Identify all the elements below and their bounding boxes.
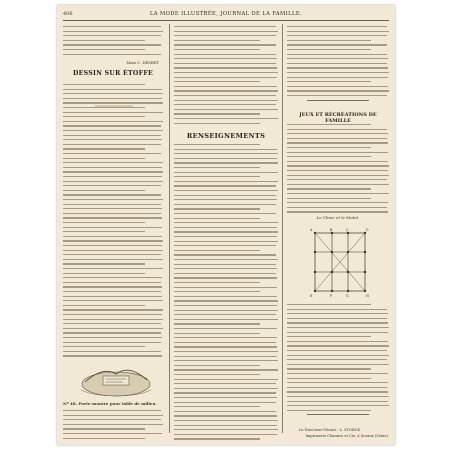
body-text-line xyxy=(63,112,163,113)
body-text-line xyxy=(63,323,161,324)
body-text-line xyxy=(174,109,278,110)
diagram-label: B xyxy=(330,228,333,232)
body-text-line xyxy=(174,365,260,366)
body-text-line xyxy=(63,410,161,411)
body-text-line xyxy=(174,241,278,242)
body-text-line xyxy=(63,217,162,218)
body-text-line xyxy=(174,374,260,375)
body-text-line xyxy=(287,382,388,383)
body-text-line xyxy=(174,323,260,324)
body-text-line xyxy=(63,428,145,429)
body-text-line xyxy=(174,35,276,36)
body-text-line xyxy=(174,104,276,105)
body-text-line xyxy=(287,378,371,379)
body-text-line xyxy=(174,222,278,223)
body-text-line xyxy=(174,379,278,380)
body-text-line xyxy=(174,236,277,237)
body-text-line xyxy=(174,67,277,68)
body-text-line xyxy=(174,291,260,292)
body-text-line xyxy=(63,263,145,264)
body-text-line xyxy=(63,135,161,136)
body-text-line xyxy=(174,231,278,232)
body-text-line xyxy=(63,355,162,356)
body-text-line xyxy=(63,26,161,27)
body-text-line xyxy=(63,254,161,255)
body-text-line xyxy=(63,282,161,283)
body-text-line xyxy=(174,406,260,407)
body-text-line xyxy=(174,328,277,329)
body-text-line xyxy=(287,35,387,36)
body-text-line xyxy=(63,116,145,117)
body-text-line xyxy=(287,26,387,27)
body-text-line xyxy=(63,415,163,416)
body-text-line xyxy=(287,391,388,392)
body-text-line xyxy=(63,273,145,274)
body-text-line xyxy=(174,204,276,205)
body-text-line xyxy=(287,396,389,397)
body-text-line xyxy=(174,268,277,269)
body-text-line xyxy=(174,425,277,426)
body-text-line xyxy=(287,67,388,68)
body-text-line xyxy=(287,40,371,41)
body-text-line xyxy=(63,144,161,145)
diagram-label: H xyxy=(366,294,369,298)
body-text-line xyxy=(63,240,163,241)
newspaper-page xyxy=(57,5,395,445)
body-text-line xyxy=(63,309,163,310)
body-text-line xyxy=(174,310,278,311)
body-text-line xyxy=(174,72,278,73)
body-text-line xyxy=(63,171,163,172)
body-text-line xyxy=(63,158,145,159)
body-text-line xyxy=(174,333,260,334)
body-text-line xyxy=(174,227,277,228)
body-text-line xyxy=(174,314,276,315)
body-text-line xyxy=(287,72,389,73)
diagram-label: C xyxy=(346,228,349,232)
body-text-line xyxy=(174,337,277,338)
body-text-line xyxy=(63,89,162,90)
body-text-line xyxy=(287,179,387,180)
body-text-line xyxy=(174,392,276,393)
column-right xyxy=(287,24,389,435)
body-text-line xyxy=(174,300,278,301)
body-text-line xyxy=(287,86,388,87)
body-text-line xyxy=(174,172,278,173)
body-text-line xyxy=(63,98,162,99)
body-text-line xyxy=(63,125,161,126)
body-text-line xyxy=(174,273,276,274)
body-text-line xyxy=(287,207,387,208)
body-text-line xyxy=(174,113,260,114)
diagram-label: D xyxy=(366,228,369,232)
body-text-line xyxy=(174,305,277,306)
body-text-line xyxy=(287,336,371,337)
body-text-line xyxy=(287,133,388,134)
body-text-line xyxy=(287,322,388,323)
body-text-line xyxy=(174,277,277,278)
body-text-line xyxy=(287,364,389,365)
body-text-line xyxy=(287,373,388,374)
body-text-line xyxy=(174,31,278,32)
body-text-line xyxy=(287,368,371,369)
body-text-line xyxy=(287,345,389,346)
body-text-line xyxy=(174,181,278,182)
body-text-line xyxy=(174,245,276,246)
body-text-line xyxy=(287,63,387,64)
body-text-line xyxy=(287,341,388,342)
body-text-line xyxy=(174,254,276,255)
body-text-line xyxy=(63,296,162,297)
body-text-line xyxy=(174,415,277,416)
body-text-line xyxy=(63,185,161,186)
body-text-line xyxy=(174,287,277,288)
body-text-line xyxy=(174,208,260,209)
body-text-line xyxy=(63,305,145,306)
header-rule xyxy=(63,20,389,21)
body-text-line xyxy=(63,130,163,131)
body-text-line xyxy=(287,138,387,139)
body-text-line xyxy=(174,383,276,384)
body-text-line xyxy=(287,350,387,351)
body-text-line xyxy=(63,222,145,223)
body-text-line xyxy=(287,355,389,356)
body-text-line xyxy=(63,107,145,108)
body-text-line xyxy=(174,167,260,168)
body-text-line xyxy=(174,218,260,219)
body-text-line xyxy=(287,175,389,176)
body-text-line xyxy=(287,304,371,305)
body-text-line xyxy=(63,268,163,269)
body-text-line xyxy=(63,153,161,154)
body-text-line xyxy=(174,86,277,87)
body-text-line xyxy=(174,176,260,177)
body-text-line xyxy=(63,181,163,182)
body-text-line xyxy=(287,95,387,96)
section-heading-jeux: JEUX ET RÉCRÉATIONS DE FAMILLE xyxy=(299,112,377,124)
body-text-line xyxy=(174,144,260,145)
body-text-line xyxy=(174,77,277,78)
section-heading-renseignements: RENSEIGNEMENTS xyxy=(186,132,266,140)
body-text-line xyxy=(287,147,371,148)
body-text-line xyxy=(174,250,260,251)
body-text-line xyxy=(174,158,277,159)
body-text-line xyxy=(287,170,388,171)
body-text-line xyxy=(63,291,161,292)
body-text-line xyxy=(287,211,388,212)
body-text-line xyxy=(63,190,145,191)
body-text-line xyxy=(63,438,145,439)
body-text-line xyxy=(63,259,163,260)
column-separator xyxy=(282,24,283,433)
body-text-line xyxy=(63,245,162,246)
body-text-line xyxy=(63,44,161,45)
engraving-illustration xyxy=(73,360,159,400)
body-text-line xyxy=(287,359,387,360)
body-text-line xyxy=(174,397,277,398)
body-text-line xyxy=(174,319,278,320)
body-text-line xyxy=(174,58,277,59)
column-middle xyxy=(174,24,278,435)
body-text-line xyxy=(63,49,145,50)
body-text-line xyxy=(63,40,145,41)
body-text-line xyxy=(174,360,278,361)
footer-printer: Imprimerie Charaire et Cie, à Sceaux (Seine). xyxy=(305,434,389,438)
body-text-line xyxy=(63,351,161,352)
body-text-line xyxy=(63,208,162,209)
body-text-line xyxy=(287,129,387,130)
body-text-line xyxy=(287,405,389,406)
body-text-line xyxy=(287,327,389,328)
body-text-line xyxy=(63,121,163,122)
column-separator xyxy=(169,24,170,433)
body-text-line xyxy=(63,337,162,338)
body-text-line xyxy=(174,90,278,91)
body-text-line xyxy=(63,342,161,343)
body-text-line xyxy=(287,142,388,143)
body-text-line xyxy=(174,54,276,55)
body-text-line xyxy=(63,176,162,177)
body-text-line xyxy=(63,148,145,149)
body-text-line xyxy=(63,346,145,347)
body-text-line xyxy=(287,152,388,153)
body-text-line xyxy=(63,286,162,287)
body-text-line xyxy=(287,198,371,199)
body-text-line xyxy=(287,31,389,32)
diagram-label: G xyxy=(346,294,349,298)
body-text-line xyxy=(63,162,163,163)
body-text-line xyxy=(63,204,161,205)
body-text-line xyxy=(287,313,388,314)
section-heading-dessin: DESSIN SUR ÉTOFFE xyxy=(72,70,154,77)
body-text-line xyxy=(174,153,278,154)
body-text-line xyxy=(174,402,276,403)
body-text-line xyxy=(63,213,161,214)
body-text-line xyxy=(174,195,276,196)
body-text-line xyxy=(287,410,371,411)
body-text-line xyxy=(287,332,388,333)
journal-title: LA MODE ILLUSTRÉE, JOURNAL DE LA FAMILLE. xyxy=(149,11,303,17)
body-text-line xyxy=(63,314,162,315)
section-rule xyxy=(307,414,369,415)
body-text-line xyxy=(174,81,260,82)
signature: Mme C. DESBET xyxy=(126,60,159,65)
body-text-line xyxy=(63,424,163,425)
body-text-line xyxy=(287,165,389,166)
body-text-line xyxy=(174,95,276,96)
body-text-line xyxy=(174,190,278,191)
body-text-line xyxy=(63,300,163,301)
body-text-line xyxy=(63,102,163,103)
body-text-line xyxy=(174,388,278,389)
body-text-line xyxy=(174,44,276,45)
body-text-line xyxy=(174,49,260,50)
body-text-line xyxy=(174,369,278,370)
body-text-line xyxy=(174,40,260,41)
body-text-line xyxy=(63,167,162,168)
body-text-line xyxy=(287,81,371,82)
body-text-line xyxy=(287,161,388,162)
body-text-line xyxy=(287,90,389,91)
column-left xyxy=(63,24,163,435)
body-text-line xyxy=(174,434,277,435)
body-text-line xyxy=(287,184,389,185)
illustration-caption: Nº 48. Porte-montre pour table de milieu. xyxy=(63,402,157,406)
body-text-line xyxy=(63,319,163,320)
body-text-line xyxy=(63,194,161,195)
body-text-line xyxy=(63,93,163,94)
section-rule xyxy=(307,100,369,101)
body-text-line xyxy=(287,124,371,125)
body-text-line xyxy=(63,236,162,237)
body-text-line xyxy=(287,58,388,59)
body-text-line xyxy=(63,54,161,55)
body-text-line xyxy=(287,188,371,189)
body-text-line xyxy=(63,231,145,232)
body-text-line xyxy=(63,199,163,200)
body-text-line xyxy=(174,282,260,283)
body-text-line xyxy=(174,26,276,27)
body-text-line xyxy=(174,259,278,260)
body-text-line xyxy=(174,264,276,265)
body-text-line xyxy=(174,185,276,186)
diagram-title: Le Chien et le Mulet. xyxy=(316,216,360,220)
body-text-line xyxy=(174,162,278,163)
body-text-line xyxy=(63,277,162,278)
body-text-line xyxy=(174,346,277,347)
body-text-line xyxy=(63,332,161,333)
body-text-line xyxy=(174,420,278,421)
body-text-line xyxy=(63,433,162,434)
body-text-line xyxy=(174,199,277,200)
body-text-line xyxy=(63,227,162,228)
body-text-line xyxy=(174,411,276,412)
body-text-line xyxy=(63,31,163,32)
body-text-line xyxy=(63,328,163,329)
body-text-line xyxy=(287,193,389,194)
body-text-line xyxy=(287,318,387,319)
footer-director: Le Directeur-Gérant : L. STORCK xyxy=(299,428,361,432)
game-board-diagram xyxy=(309,227,371,299)
body-text-line xyxy=(174,100,278,101)
body-text-line xyxy=(63,84,145,85)
page-number: 406 xyxy=(63,11,73,17)
body-text-line xyxy=(287,77,388,78)
body-text-line xyxy=(174,149,277,150)
body-text-line xyxy=(174,438,260,439)
body-text-line xyxy=(63,139,162,140)
body-text-line xyxy=(174,63,276,64)
body-text-line xyxy=(63,35,161,36)
body-text-line xyxy=(287,202,388,203)
body-text-line xyxy=(287,49,371,50)
diagram-label: A xyxy=(310,228,313,232)
body-text-line xyxy=(287,309,387,310)
body-text-line xyxy=(287,401,388,402)
body-text-line xyxy=(174,123,260,124)
body-text-line xyxy=(174,118,278,119)
body-text-line xyxy=(174,356,277,357)
body-text-line xyxy=(174,342,276,343)
body-text-line xyxy=(174,213,276,214)
body-text-line xyxy=(287,44,387,45)
diagram-label: F xyxy=(330,294,333,298)
body-text-line xyxy=(287,387,387,388)
body-text-line xyxy=(287,156,371,157)
body-text-line xyxy=(174,429,278,430)
diagram-label: E xyxy=(310,294,313,298)
body-text-line xyxy=(174,296,277,297)
body-text-line xyxy=(63,419,161,420)
body-text-line xyxy=(287,54,387,55)
body-text-line xyxy=(63,250,163,251)
body-text-line xyxy=(174,351,278,352)
